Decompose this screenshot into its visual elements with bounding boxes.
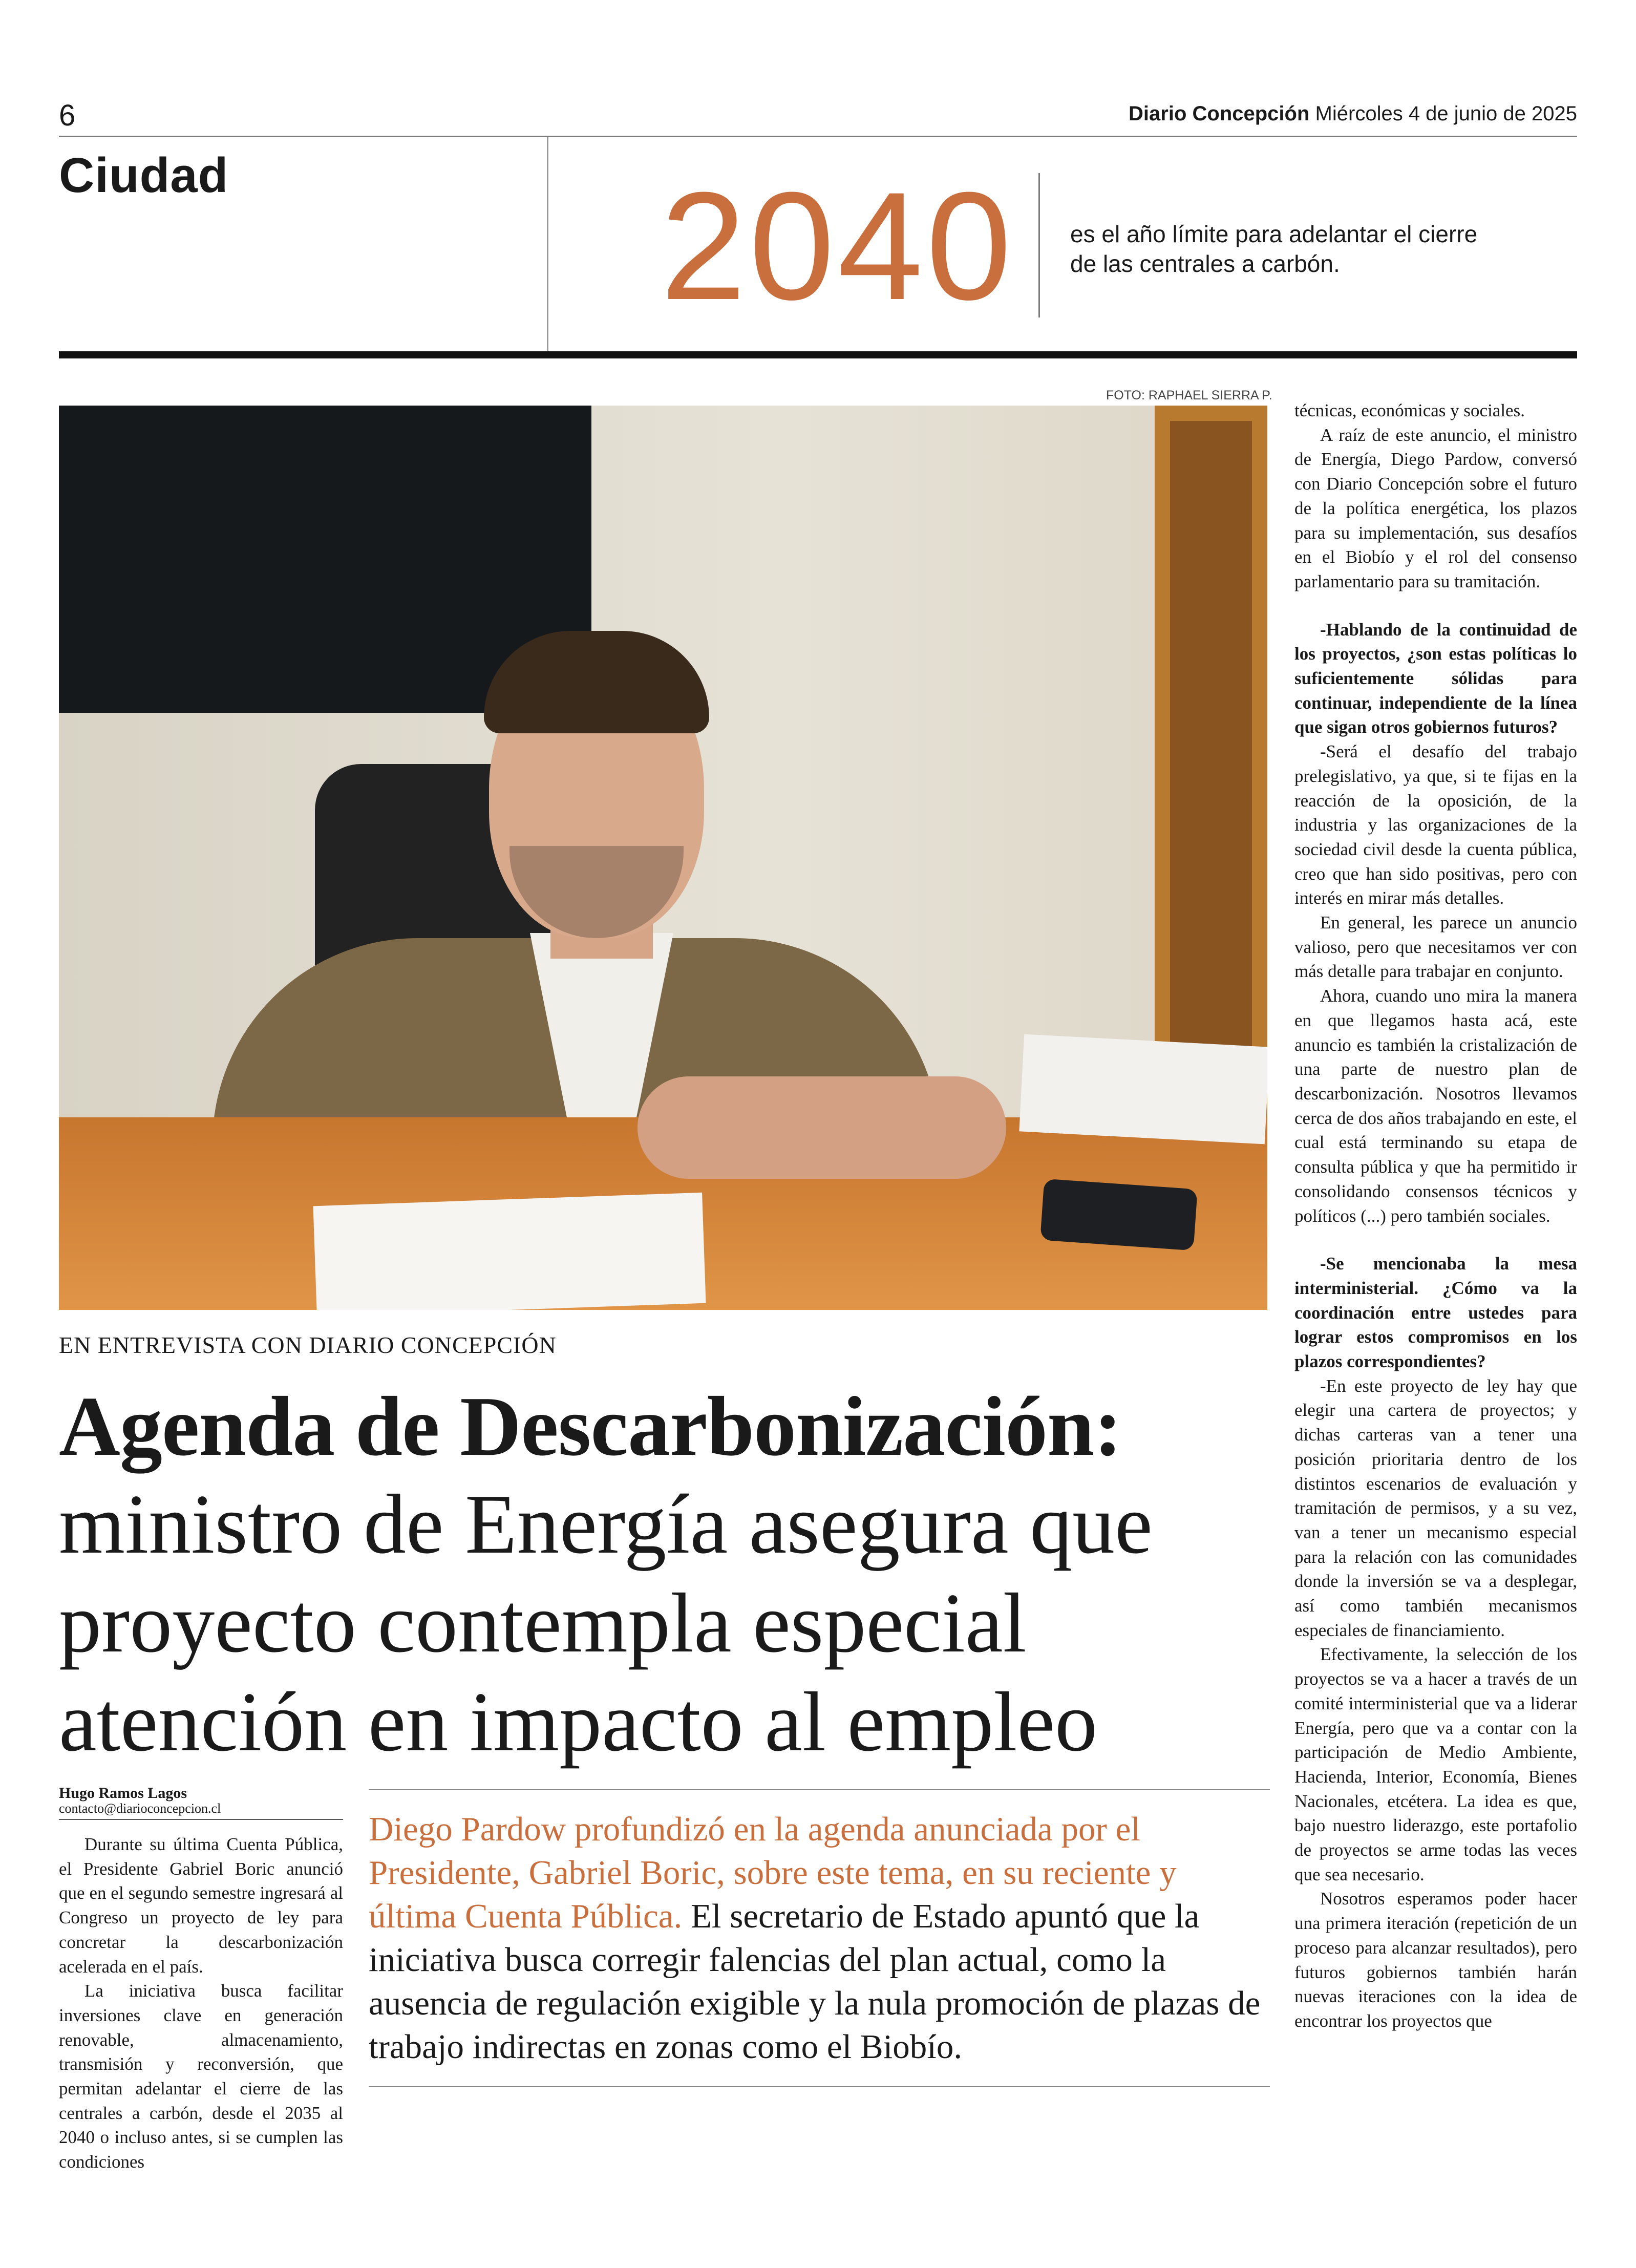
body-paragraph: Ahora, cuando uno mira la manera en que llegamos hasta acá, este anuncio es también la cristalización de una parte de nuestro plan de descarbonización. Nosotros llevamos cerca de dos años trabajando en este, el cual está terminando su etapa de consulta pública y que ha permitido ir consolidando consensos técnicos y políticos (...) pero también sociales.: [1294, 986, 1577, 1226]
headline-line: atención en impacto al empleo: [59, 1674, 1098, 1769]
highlight-number: 2040: [661, 160, 1015, 332]
interview-question: -Se mencionaba la mesa interministerial. ¿Cómo va la coordinación entre ustedes para lograr estos compromisos en los plazos correspondientes?: [1294, 1254, 1577, 1372]
article-kicker: EN ENTREVISTA CON DIARIO CONCEPCIÓN: [59, 1332, 557, 1358]
header-divider: [547, 137, 548, 352]
body-paragraph: A raíz de este anuncio, el ministro de Energía, Diego Pardow, conversó con Diario Concepción sobre el futuro de la política energética, los plazos para su implementación, sus desafíos en el Biobío y el rol del consenso parlamentario para su tramitación.: [1294, 425, 1577, 591]
byline-rule: [59, 1819, 343, 1820]
deck-highlight: Diego Pardow profundizó en la agenda anunciada por el Presidente, Gabriel Boric, sobre este tema, en su reciente y última Cuenta Pública.: [369, 1810, 1177, 1935]
deck-rule-bottom: [369, 2086, 1270, 2087]
page-number: 6: [59, 99, 76, 132]
author-name: Hugo Ramos Lagos: [59, 1785, 187, 1801]
body-column-left: [59, 1832, 343, 2174]
body-paragraph: La iniciativa busca facilitar inversiones clave en generación renovable, almacenamiento, transmisión y reconversión, que permitan adelantar el cierre de las centrales a carbón, desde el 2035 al 2040 o incluso antes, si se cumplen las condiciones: [59, 1981, 343, 2172]
article-deck: [369, 1808, 1270, 2069]
body-column-right: [1294, 398, 1577, 2033]
interview-answer: -En este proyecto de ley hay que elegir una cartera de proyectos; y dichas carteras van a tener una posición prioritaria dentro de los distintos escenarios de evaluación y tramitación de permisos, y a su vez, van a tener un mecanismo especial para la relación con las comunidades donde la inversión se va a desplegar, así como también mecanismos especiales de financiamiento.: [1294, 1375, 1577, 1640]
headline-line: proyecto contempla especial: [59, 1576, 1027, 1670]
headline: [59, 1475, 1272, 1771]
body-paragraph: En general, les parece un anuncio valioso, pero que necesitamos ver con más detalle para trabajar en conjunto.: [1294, 913, 1577, 982]
headline-line: ministro de Energía asegura que: [59, 1477, 1153, 1571]
section-title: Ciudad: [59, 148, 229, 203]
deck-rule-top: [369, 1789, 1270, 1790]
photo-credit: FOTO: RAPHAEL SIERRA P.: [1106, 388, 1272, 402]
masthead: [1129, 102, 1577, 125]
highlight-text: es el año límite para adelantar el cierre de las centrales a carbón.: [1070, 221, 1478, 277]
section-rule: [59, 351, 1577, 358]
interview-question: -Hablando de la continuidad de los proyectos, ¿son estas políticas lo suficientemente sólidas para continuar, independiente de la línea que sigan otros gobiernos futuros?: [1294, 619, 1577, 737]
author-email[interactable]: contacto@diarioconcepcion.cl: [59, 1801, 221, 1816]
body-paragraph: Efectivamente, la selección de los proyectos se va a hacer a través de un comité interministerial que va a liderar Energía, pero que va a contar con la participación de Medio Ambiente, Hacienda, Interior, Economía, Bienes Nacionales, etcétera. La idea es que, bajo nuestro liderazgo, este portafolio de proyectos se arme todas las veces que sea necesario.: [1294, 1644, 1577, 1884]
body-paragraph: técnicas, económicas y sociales.: [1294, 400, 1525, 420]
deck-text: El secretario de Estado apuntó que la iniciativa busca corregir falencias del plan actual, como la ausencia de regulación exigible y la nula promoción de plazas de trabajo indirectas en zonas como el Biobío.: [369, 1897, 1261, 2066]
body-paragraph: Nosotros esperamos poder hacer una primera iteración (repetición de un proceso para alcanzar resultados), pero futuros gobiernos también harán nuevas iteraciones con la idea de encontrar los proyectos que: [1294, 1889, 1577, 2031]
interview-answer: -Será el desafío del trabajo prelegislativo, ya que, si te fijas en la reacción de la oposición, de la industria y las organizaciones de la sociedad civil desde la cuenta pública, creo que han sido positivas, pero con interés en mirar más detalles.: [1294, 741, 1577, 908]
body-paragraph: Durante su última Cuenta Pública, el Presidente Gabriel Boric anunció que en el segundo semestre ingresará al Congreso un proyecto de ley para concretar la descarbonización acelerada en el país.: [59, 1834, 343, 1977]
paper-name: Diario Concepción: [1129, 102, 1310, 125]
header-rule: [59, 136, 1577, 137]
headline-bold: Agenda de Descarbonización:: [59, 1379, 1122, 1473]
issue-date: Miércoles 4 de junio de 2025: [1315, 102, 1577, 125]
article-photo: [59, 406, 1267, 1310]
highlight-divider: [1038, 173, 1040, 317]
